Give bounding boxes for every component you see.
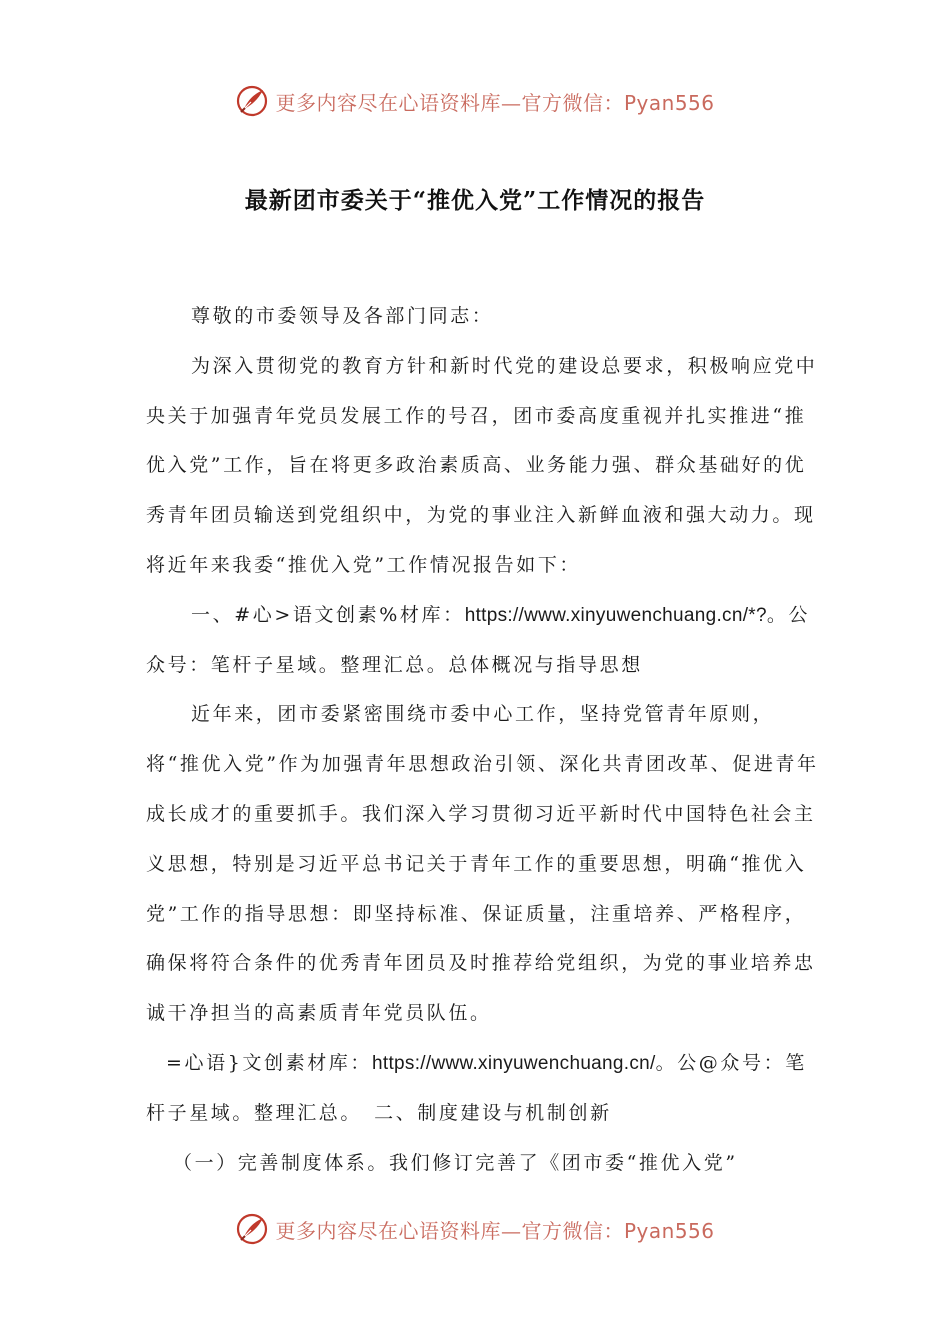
section-heading-2: =心语}文创素材库：https://www.xinyuwenchuang.cn/。公@众号：笔杆子星域。整理汇总。 二、制度建设与机制创新 [146,1051,807,1124]
intro-paragraph: 为深入贯彻党的教育方针和新时代党的建设总要求，积极响应党中央关于加强青年党员发展工作的号召，团市委高度重视并扎实推进“推优入党”工作，旨在将更多政治素质高、业务能力强、群众基础好的优秀青年团员输送到党组织中，为党的事业注入新鲜血液和强大动力。现将近年来我委“推优入党”工作情况报告如下： [146,354,818,576]
quill-logo-icon [235,1212,269,1246]
resource-link: https://www.xinyuwenchuang.cn/ [372,1052,656,1074]
document-body [146,292,822,1188]
brand-slogan: 更多内容尽在心语资料库—官方微信：Pyan556 [275,1218,715,1243]
brand-slogan: 更多内容尽在心语资料库—官方微信：Pyan556 [275,90,715,115]
salutation: 尊敬的市委领导及各部门同志： [191,305,494,327]
footer-brand [0,1212,950,1246]
overview-paragraph: 近年来，团市委紧密围绕市委中心工作，坚持党管青年原则，将“推优入党”作为加强青年思想政治引领、深化共青团改革、促进青年成长成才的重要抓手。我们深入学习贯彻习近平新时代中国特色社会主义思想，特别是习近平总书记关于青年工作的重要思想，明确“推优入党”工作的指导思想：即坚持标准、保证质量，注重培养、严格程序，确保将符合条件的优秀青年团员及时推荐给党组织，为党的事业培养忠诚干净担当的高素质青年党员队伍。 [146,703,819,1025]
header-brand [0,84,950,118]
resource-link: https://www.xinyuwenchuang.cn/*? [464,604,767,626]
system-paragraph: （一）完善制度体系。我们修订完善了《团市委“推优入党” [173,1151,738,1174]
quill-logo-icon [235,84,269,118]
section-heading-1: 一、#心>语文创素%材库：https://www.xinyuwenchuang.cn/*?。公众号：笔杆子星域。整理汇总。总体概况与指导思想 [146,603,811,676]
document-title: 最新团市委关于“推优入党”工作情况的报告 [244,187,706,214]
